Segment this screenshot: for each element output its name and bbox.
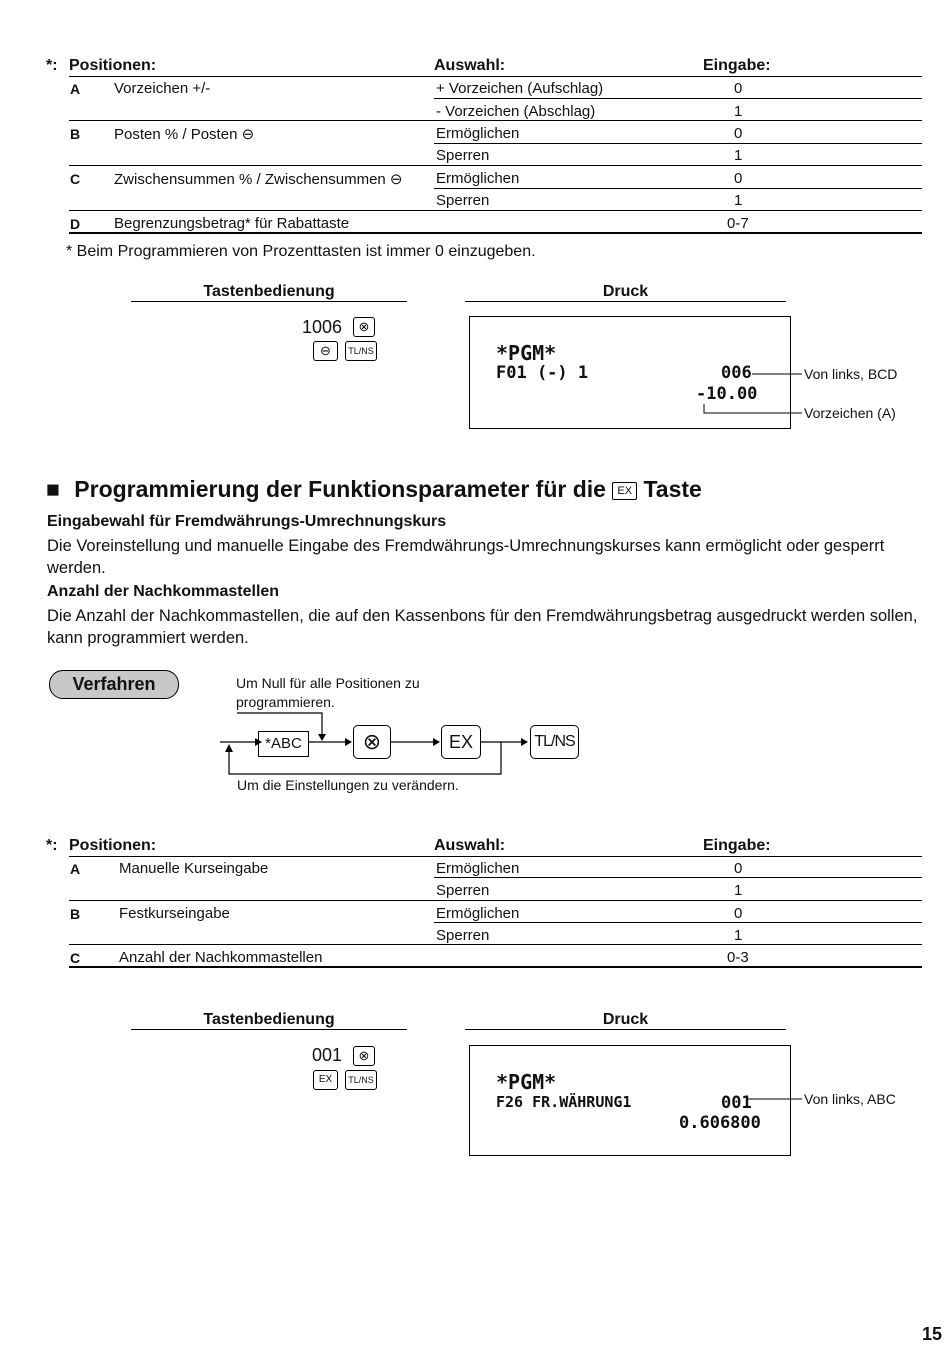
header-rule [69,856,922,857]
print-rule [465,301,786,302]
paragraph-rate-input: Die Voreinstellung und manuelle Eingabe des Fremdwährungs-Umrechnungskurses kann ermöglicht oder gesperrt werden. [47,537,885,577]
receipt-line-pgm: *PGM* [496,341,557,365]
key-operation-header: Tastenbedienung [203,1011,335,1028]
multiply-key-icon: ⊗ [353,1046,375,1066]
row-selection: Ermöglichen [436,170,520,187]
row-rule [69,210,922,211]
square-bullet-icon: ■ [46,476,60,502]
annotation-leaders [690,360,810,420]
row-rule [69,165,922,166]
abc-input-box: *ABC [258,731,309,757]
header-rule [69,76,922,77]
row-id: D [70,216,81,232]
row-value: 0-3 [727,949,749,966]
row-id: B [70,906,81,922]
ex-key-icon: EX [313,1070,338,1090]
row-rule [69,900,922,901]
row-value: 1 [734,882,743,899]
receipt-line-code: 001 [721,1093,752,1113]
row-rule [434,877,922,878]
row-value: 1 [734,103,743,120]
table-bottom-rule [69,966,922,968]
minus-key-icon: ⊖ [313,341,338,361]
row-rule [434,98,922,99]
heading-text: Programmierung der Funktionsparameter für die [74,476,606,502]
row-selection: - Vorzeichen (Abschlag) [436,103,596,120]
row-value: 1 [734,147,743,164]
column-header-input: Eingabe: [703,837,771,854]
tlns-key-icon: TL/NS [345,1070,377,1090]
row-value: 0-7 [727,215,749,232]
subheading-decimals: Anzahl der Nachkommastellen [47,583,280,600]
footnote: * Beim Programmieren von Prozenttasten ist immer 0 einzugeben. [66,243,536,260]
row-selection: Sperren [436,192,490,209]
table-star: *: [46,57,58,74]
row-selection: Sperren [436,147,490,164]
section-heading [46,476,702,503]
print-header: Druck [602,283,649,300]
row-description: Manuelle Kurseingabe [119,860,269,877]
column-header-selection: Auswahl: [434,837,506,854]
multiply-key-icon: ⊗ [353,317,375,337]
tlns-key-icon: TL/NS [345,341,377,361]
receipt-line-code: 006 [721,363,752,383]
row-value: 0 [734,80,743,97]
key-operation-rule [131,301,407,302]
note-change-settings: Um die Einstellungen zu verändern. [237,777,459,793]
row-value: 0 [734,860,743,877]
row-value: 0 [734,125,743,142]
row-rule [69,944,922,945]
entry-number: 1006 [302,317,343,337]
tlns-key-icon: TL/NS [530,725,579,759]
key-operation-header: Tastenbedienung [203,283,335,300]
row-description: Vorzeichen +/- [114,80,211,97]
row-id: B [70,126,81,142]
row-selection: Sperren [436,927,490,944]
print-header: Druck [602,1011,649,1028]
procedure-badge: Verfahren [49,670,179,699]
row-rule [434,188,922,189]
row-description: Festkurseingabe [119,905,230,922]
row-id: A [70,81,81,97]
row-value: 0 [734,170,743,187]
row-selection: Ermöglichen [436,905,520,922]
page-number: 15 [922,1324,943,1344]
annotation-from-left: Von links, BCD [804,366,898,382]
key-operation-rule [131,1029,407,1030]
column-header-selection: Auswahl: [434,57,506,74]
column-header-positions: Positionen: [69,57,157,74]
row-value: 1 [734,927,743,944]
row-value: 1 [734,192,743,209]
row-selection: Ermöglichen [436,125,520,142]
column-header-input: Eingabe: [703,57,771,74]
row-id: C [70,950,81,966]
multiply-key-icon: ⊗ [353,725,391,759]
subheading-rate-input: Eingabewahl für Fremdwährungs-Umrechnungskurs [47,513,447,530]
column-header-positions: Positionen: [69,837,157,854]
row-description: Begrenzungsbetrag* für Rabattaste [114,215,350,232]
ex-key-icon: EX [612,482,637,500]
annotation-leader [740,1094,810,1104]
row-selection: Ermöglichen [436,860,520,877]
row-value: 0 [734,905,743,922]
receipt-line-amount: -10.00 [696,384,758,404]
entry-number: 001 [312,1045,343,1065]
table-bottom-rule [69,232,922,234]
receipt-line-function: F01 (-) 1 [496,363,589,383]
annotation-from-left: Von links, ABC [804,1091,896,1107]
note-zero-all: Um Null für alle Positionen zu programmieren. [236,675,420,710]
row-rule [69,120,922,121]
receipt-line-rate: 0.606800 [679,1113,761,1133]
row-description: Anzahl der Nachkommastellen [119,949,323,966]
annotation-sign: Vorzeichen (A) [804,405,896,421]
print-rule [465,1029,786,1030]
receipt-line-function: F26 FR.WÄHRUNG1 [496,1093,632,1111]
receipt-line-pgm: *PGM* [496,1070,557,1094]
paragraph-decimals: Die Anzahl der Nachkommastellen, die auf den Kassenbons für den Fremdwährungsbetrag ausgedruckt werden sollen, kann programmiert werden. [47,607,918,647]
ex-key-icon: EX [441,725,481,759]
row-id: C [70,171,81,187]
row-id: A [70,861,81,877]
row-rule [434,143,922,144]
row-selection: + Vorzeichen (Aufschlag) [436,80,604,97]
row-selection: Sperren [436,882,490,899]
table-star: *: [46,837,58,854]
row-rule [434,922,922,923]
row-description: Posten % / Posten ⊖ [114,126,255,143]
row-description: Zwischensummen % / Zwischensummen ⊖ [114,171,403,188]
heading-text-end: Taste [643,476,702,502]
